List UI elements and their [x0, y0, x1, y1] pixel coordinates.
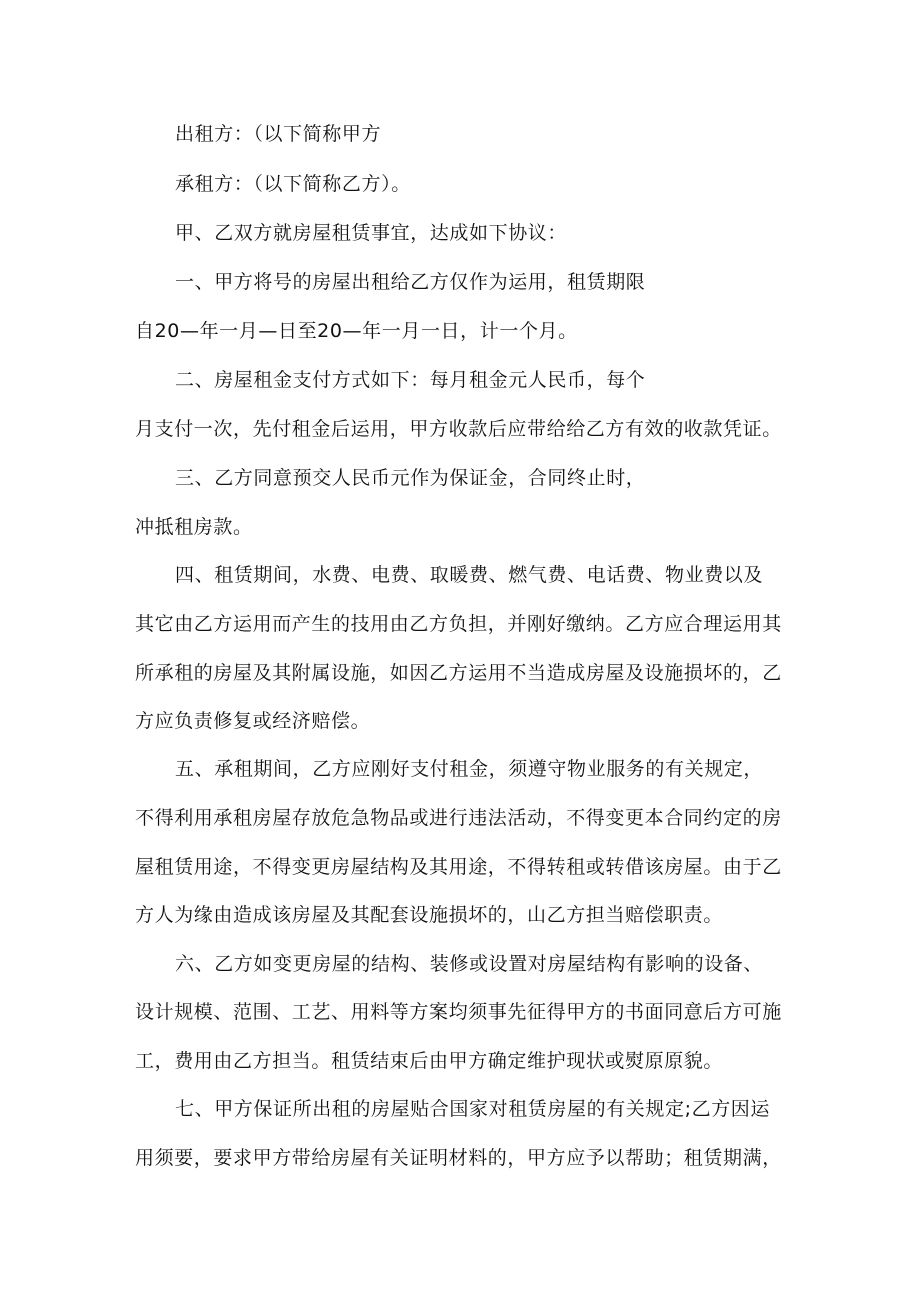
lessee-line: 承租方：（以下简称乙方）。 [175, 173, 411, 195]
clause-4-line-2: 其它由乙方运用而产生的技用由乙方负担，并刚好缴纳。乙方应合理运用其 [135, 613, 782, 635]
clause-2-line-2: 月支付一次，先付租金后运用，甲方收款后应带给给乙方有效的收款凭证。 [135, 418, 782, 440]
clause-1-line-1: 一、甲方将号的房屋出租给乙方仅作为运用，租赁期限 [175, 271, 646, 293]
clause-7-line-1: 七、甲方保证所出租的房屋贴合国家对租赁房屋的有关规定;乙方因运 [175, 1098, 771, 1120]
clause-5-line-1: 五、承租期间，乙方应刚好支付租金，须遵守物业服务的有关规定， [175, 758, 764, 780]
clause-3-line-2: 冲抵租房款。 [135, 516, 253, 538]
clause-4-line-4: 方应负责修复或经济赔偿。 [135, 710, 371, 732]
lessor-line: 出租方：（以下简称甲方 [175, 123, 382, 145]
clause-7-line-2: 用须要，要求甲方带给房屋有关证明材料的，甲方应予以帮助；租赁期满， [135, 1147, 782, 1169]
clause-1-line-2: 自20—年一月—日至20—年一月一日，计一个月。 [135, 320, 578, 342]
clause-4-line-1: 四、租赁期间，水费、电费、取暖费、燃气费、电话费、物业费以及 [175, 564, 764, 586]
clause-3-line-1: 三、乙方同意预交人民币元作为保证金，合同终止时， [175, 467, 646, 489]
clause-4-line-3: 所承租的房屋及其附属设施，如因乙方运用不当造成房屋及设施损坏的，乙 [135, 662, 782, 684]
clause-6-line-3: 工，费用由乙方担当。租赁结束后由甲方确定维护现状或熨原原貌。 [135, 1050, 724, 1072]
clause-6-line-1: 六、乙方如变更房屋的结构、装修或设置对房屋结构有影响的设备、 [175, 953, 764, 975]
clause-6-line-2: 设计规模、范围、工艺、用料等方案均须事先征得甲方的书面同意后方可施 [135, 1001, 782, 1023]
clause-5-line-3: 屋租赁用途，不得变更房屋结构及其用途，不得转租或转借该房屋。由于乙 [135, 856, 782, 878]
clause-2-line-1: 二、房屋租金支付方式如下：每月租金元人民币，每个 [175, 369, 646, 391]
clause-5-line-2: 不得利用承租房屋存放危急物品或进行违法活动，不得变更本合同约定的房 [135, 807, 782, 829]
clause-5-line-4: 方人为缘由造成该房屋及其配套设施损坏的，山乙方担当赔偿职责。 [135, 904, 724, 926]
agreement-intro: 甲、乙双方就房屋租赁事宜，达成如下协议： [175, 222, 568, 244]
